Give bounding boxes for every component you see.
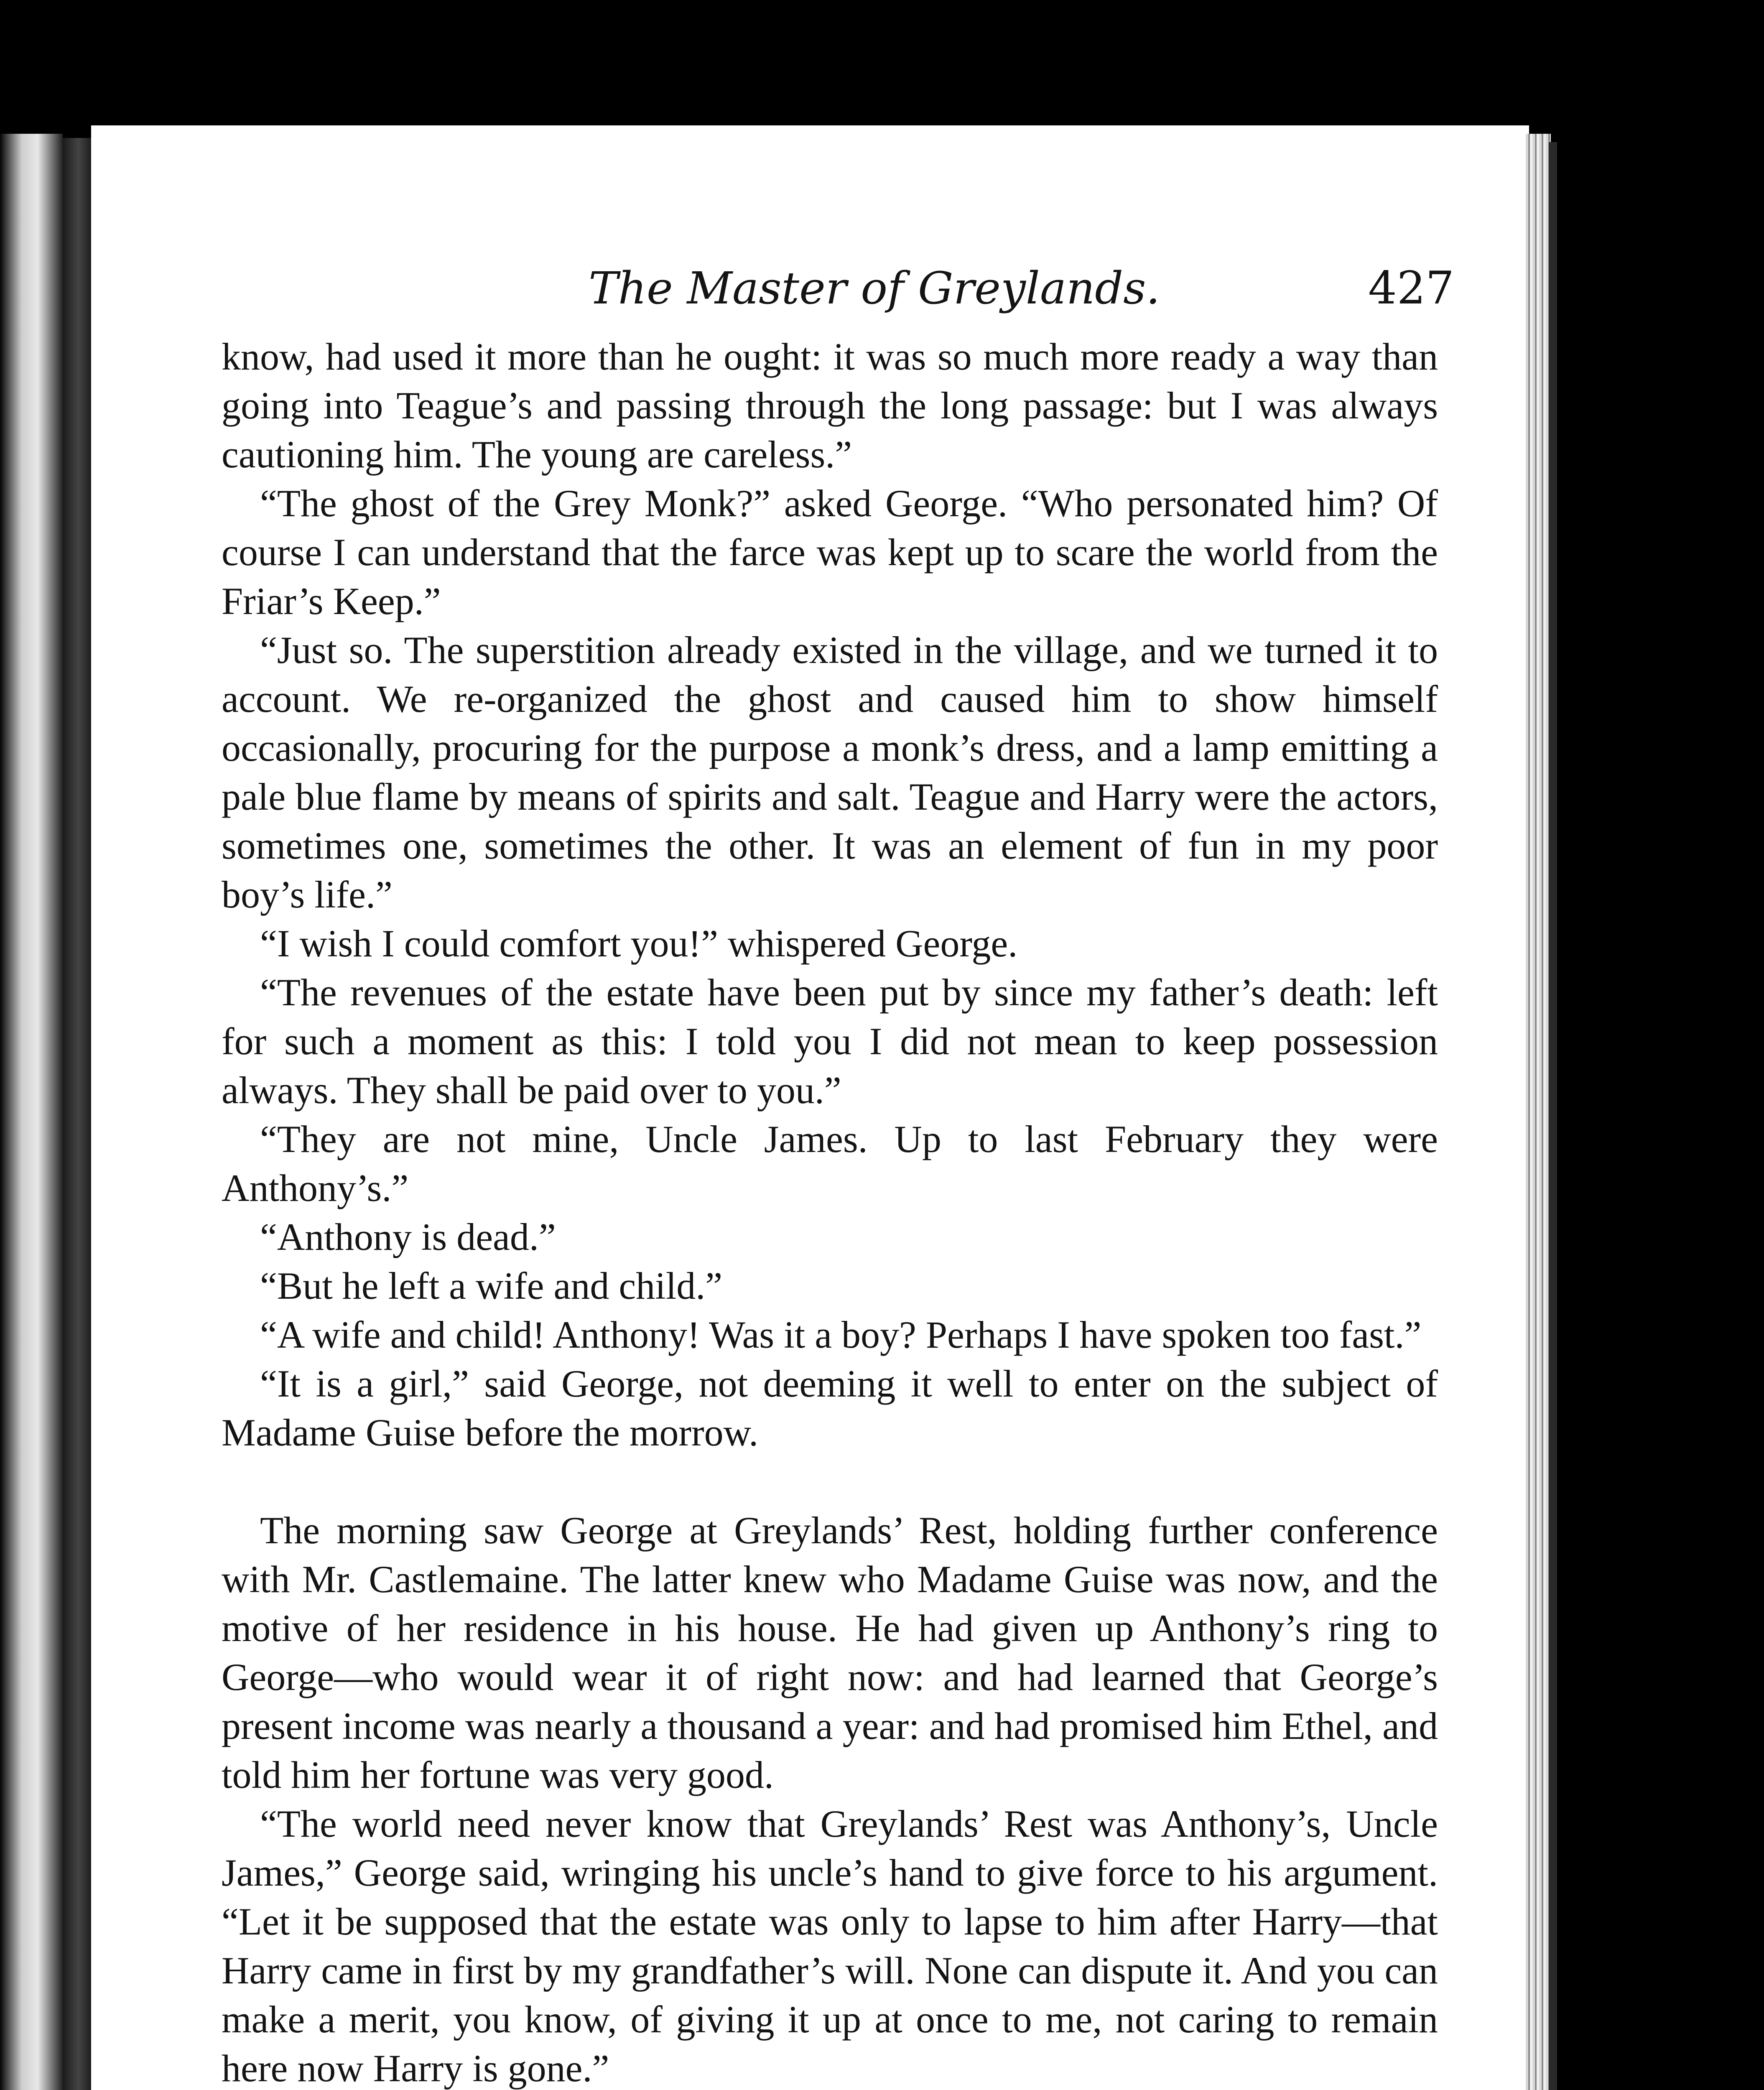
paragraph: “I wish I could comfort you!” whispered George. xyxy=(260,922,1018,965)
facing-page-edge xyxy=(0,134,63,2090)
page-stack-edge xyxy=(1526,134,1551,2090)
running-head xyxy=(91,259,1529,318)
body-text xyxy=(222,332,1438,2090)
paragraph: “A wife and child! Anthony! Was it a boy? Perhaps I have spoken too fast.” xyxy=(260,1313,1422,1356)
paragraph: “They are not mine, Uncle James. Up to last February they were Anthony’s.” xyxy=(222,1118,1438,1209)
paragraph: know, had used it more than he ought: it was so much more ready a way than going into Teague’s and passing through the long passage: but I was always cautioning him. The young are careless.” xyxy=(222,335,1438,476)
paragraph: “It is a girl,” said George, not deeming it well to enter on the subject of Madame Guise before the morrow. xyxy=(222,1362,1438,1454)
page-number: 427 xyxy=(1368,262,1455,314)
paragraph: The morning saw George at Greylands’ Rest, holding further conference with Mr. Castlemaine. The latter knew who Madame Guise was now, and the motive of her residence in his house. He had given up Anthony’s ring to George—who would wear it of right now: and had learned that George’s present income was nearly a thousand a year: and had promised him Ethel, and told him her fortune was very good. xyxy=(222,1509,1438,1796)
paragraph: “The world need never know that Greylands’ Rest was Anthony’s, Uncle James,” George said, wringing his uncle’s hand to give force to his argument. “Let it be supposed that the estate was only to lapse to him after Harry—that Harry came in first by my grandfather’s will. None can dispute it. And you can make a merit, you know, of giving it up at once to me, not caring to remain here now Harry is gone.” xyxy=(222,1802,1438,2090)
paragraph: “The ghost of the Grey Monk?” asked George. “Who personated him? Of course I can understand that the farce was kept up to scare the world from the Friar’s Keep.” xyxy=(222,482,1438,622)
running-title: The Master of Greylands. xyxy=(589,263,1160,314)
paragraph: “Just so. The superstition already existed in the village, and we turned it to account. We re-organized the ghost and caused him to show himself occasionally, procuring for the purpose a monk’s dress, and a lamp emitting a pale blue flame by means of spirits and salt. Teague and Harry were the actors, sometimes one, sometimes the other. It was an element of fun in my poor boy’s life.” xyxy=(222,629,1438,916)
paragraph: “But he left a wife and child.” xyxy=(260,1264,723,1307)
paragraph: “The revenues of the estate have been put by since my father’s death: left for such a moment as this: I told you I did not mean to keep possession always. They shall be paid over to you.” xyxy=(222,971,1438,1111)
book-gutter xyxy=(63,138,94,2090)
page-stack-shadow xyxy=(1549,142,1557,2090)
paragraph: “Anthony is dead.” xyxy=(260,1216,556,1258)
